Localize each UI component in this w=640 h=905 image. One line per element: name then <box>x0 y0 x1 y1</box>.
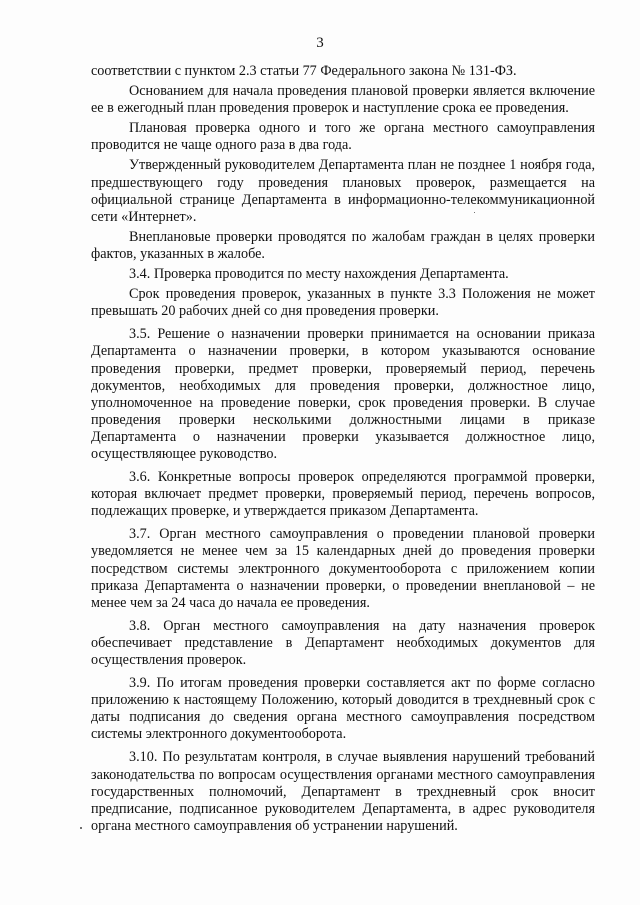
paragraph-3-9: 3.9. По итогам проведения проверки составляется акт по форме согласно приложению к настоящему Положению, который доводится в трехдневный срок с даты подписания до сведения органа местного самоуправления посредством системы электронного документооборота. <box>91 675 595 743</box>
scan-speck <box>80 827 82 829</box>
document-body <box>91 63 595 835</box>
paragraph-planned-check-frequency: Плановая проверка одного и того же органа местного самоуправления проводится не чаще одного раза в два года. <box>91 120 595 154</box>
paragraph-3-4: 3.4. Проверка проводится по месту нахождения Департамента. <box>129 266 509 283</box>
paragraph-3-7: 3.7. Орган местного самоуправления о проведении плановой проверки уведомляется не менее чем за 15 календарных дней до проведения проверки посредством системы электронного документооборота с приложением копии приказа Департамента о назначении проверки, о проведении внеплановой – не менее чем за 24 часа до начала ее проведения. <box>91 526 595 611</box>
paragraph-3-10: 3.10. По результатам контроля, в случае выявления нарушений требований законодательства по вопросам осуществления органами местного самоуправления государственных полномочий, Департамент в трехдневный срок вносит предписание, подписанное руководителем Департамента, в адрес руководителя органа местного самоуправления об устранении нарушений. <box>91 749 595 834</box>
page-number: 3 <box>316 35 324 51</box>
paragraph-unplanned-checks: Внеплановые проверки проводятся по жалобам граждан в целях проверки фактов, указанных в жалобе. <box>91 228 595 262</box>
paragraph-3-8: 3.8. Орган местного самоуправления на дату назначения проверок обеспечивает представление в Департамент необходимых документов для осуществления проверок. <box>91 617 595 668</box>
paragraph-planned-check-basis: Основанием для начала проведения плановой проверки является включение ее в ежегодный план проведения проверок и наступление срока ее проведения. <box>91 83 595 117</box>
paragraph-3-5: 3.5. Решение о назначении проверки принимается на основании приказа Департамента о назначении проверки, в котором указываются основание проведения проверки, предмет проверки, проверяемый период, перечень документов, необходимых для проведения проверки, должностное лицо, уполномоченное на проведение поверки, срок проведения проверки. В случае проведения проверки несколькими должностными лицами в приказе Департамента о назначении проверки указывается должностное лицо, осуществляющее руководство. <box>91 326 595 462</box>
paragraph-continuation: соответствии с пунктом 2.3 статьи 77 Федерального закона № 131-ФЗ. <box>91 63 517 79</box>
paragraph-check-duration: Срок проведения проверок, указанных в пункте 3.3 Положения не может превышать 20 рабочих дней со дня проведения проверки. <box>91 286 595 320</box>
scan-speck <box>474 212 475 213</box>
paragraph-plan-publication: Утвержденный руководителем Департамента план не позднее 1 ноября года, предшествующего году проведения плановых проверок, размещается на официальной странице Департамента в информационно-телекоммуникационной сети «Интернет». <box>91 157 595 225</box>
paragraph-3-6: 3.6. Конкретные вопросы проверок определяются программой проверки, которая включает предмет проверки, проверяемый период, перечень вопросов, подлежащих проверке, и утверждается приказом Департамента. <box>91 469 595 520</box>
